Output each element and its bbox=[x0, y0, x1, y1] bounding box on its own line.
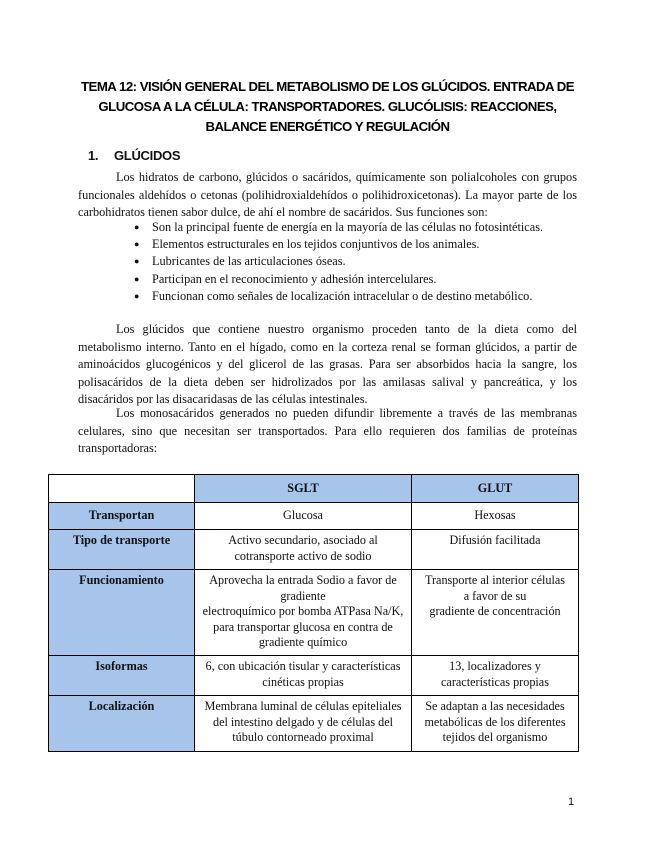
transporters-table bbox=[48, 474, 579, 752]
paragraph-origin: Los glúcidos que contiene nuestro organismo proceden tanto de la dieta como del metabolismo interno. Tanto en el hígado, como en la corteza renal se forman glúcidos, a partir de aminoácidos glucogénicos y del glicerol de las grasas. Para ser absorbidos hacia la sangre, los polisacáridos de la dieta deben ser hidrolizados por las amilasas salival y pancreática, y los disacáridos por las disacaridasas de las células intestinales. bbox=[78, 322, 577, 406]
table-row bbox=[49, 503, 579, 530]
section-title: GLÚCIDOS bbox=[114, 148, 181, 163]
table-row bbox=[49, 656, 579, 696]
table-row bbox=[49, 570, 579, 656]
section-number: 1. bbox=[88, 148, 99, 163]
table-row bbox=[49, 530, 579, 570]
list-item: ● Funcionan como señales de localización intracelular o de destino metabólico. bbox=[134, 288, 543, 305]
list-item: ● Son la principal fuente de energía en la mayoría de las células no fotosintéticas. bbox=[134, 219, 543, 236]
row-label: Isoformas bbox=[49, 656, 195, 696]
list-item: ● Lubricantes de las articulaciones óseas. bbox=[134, 253, 543, 270]
cell-sglt: 6, con ubicación tisular y características cinéticas propias bbox=[195, 656, 412, 696]
cell-glut: Difusión facilitada bbox=[412, 530, 579, 570]
table-row bbox=[49, 696, 579, 752]
table-header-row bbox=[49, 475, 579, 503]
page-number: 1 bbox=[568, 796, 575, 808]
paragraph-transport: Los monosacáridos generados no pueden difundir libremente a través de las membranas celulares, sino que necesitan ser transportados. Para ello requieren dos familias de proteínas transportadoras: bbox=[78, 406, 577, 456]
header-sglt: SGLT bbox=[195, 475, 412, 503]
row-label: Funcionamiento bbox=[49, 570, 195, 656]
cell-glut: Hexosas bbox=[412, 503, 579, 530]
cell-glut: 13, localizadores y características propias bbox=[412, 656, 579, 696]
cell-glut: Transporte al interior células a favor de su gradiente de concentración bbox=[412, 570, 579, 656]
cell-sglt: Glucosa bbox=[195, 503, 412, 530]
paragraph-intro: Los hidratos de carbono, glúcidos o sacáridos, químicamente son polialcoholes con grupos funcionales aldehídos o cetonas (polihidroxialdehídos o polihidroxicetonas). La mayor parte de los carbohidratos tienen sabor dulce, de ahí el nombre de sacáridos. Sus funciones son: bbox=[78, 170, 577, 220]
header-glut: GLUT bbox=[412, 475, 579, 503]
document-title: TEMA 12: VISIÓN GENERAL DEL METABOLISMO DE LOS GLÚCIDOS. ENTRADA DE GLUCOSA A LA CÉLULA: TRANSPORTADORES. GLUCÓLISIS: REACCIONES, BALANCE ENERGÉTICO Y REGULACIÓN bbox=[80, 79, 575, 134]
cell-glut: Se adaptan a las necesidades metabólicas de los diferentes tejidos del organismo bbox=[412, 696, 579, 752]
cell-sglt: Aprovecha la entrada Sodio a favor de gradiente electroquímico por bomba ATPasa Na/K, para transportar glucosa en contra de gradiente químico bbox=[195, 570, 412, 656]
cell-sglt: Activo secundario, asociado al cotransporte activo de sodio bbox=[195, 530, 412, 570]
list-item: ● Participan en el reconocimiento y adhesión intercelulares. bbox=[134, 271, 543, 288]
row-label: Transportan bbox=[49, 503, 195, 530]
list-item: ● Elementos estructurales en los tejidos conjuntivos de los animales. bbox=[134, 236, 543, 253]
functions-list bbox=[134, 219, 543, 305]
table-corner-cell bbox=[49, 475, 195, 503]
section-heading bbox=[88, 148, 180, 163]
row-label: Tipo de transporte bbox=[49, 530, 195, 570]
row-label: Localización bbox=[49, 696, 195, 752]
cell-sglt: Membrana luminal de células epiteliales del intestino delgado y de células del túbulo contorneado proximal bbox=[195, 696, 412, 752]
